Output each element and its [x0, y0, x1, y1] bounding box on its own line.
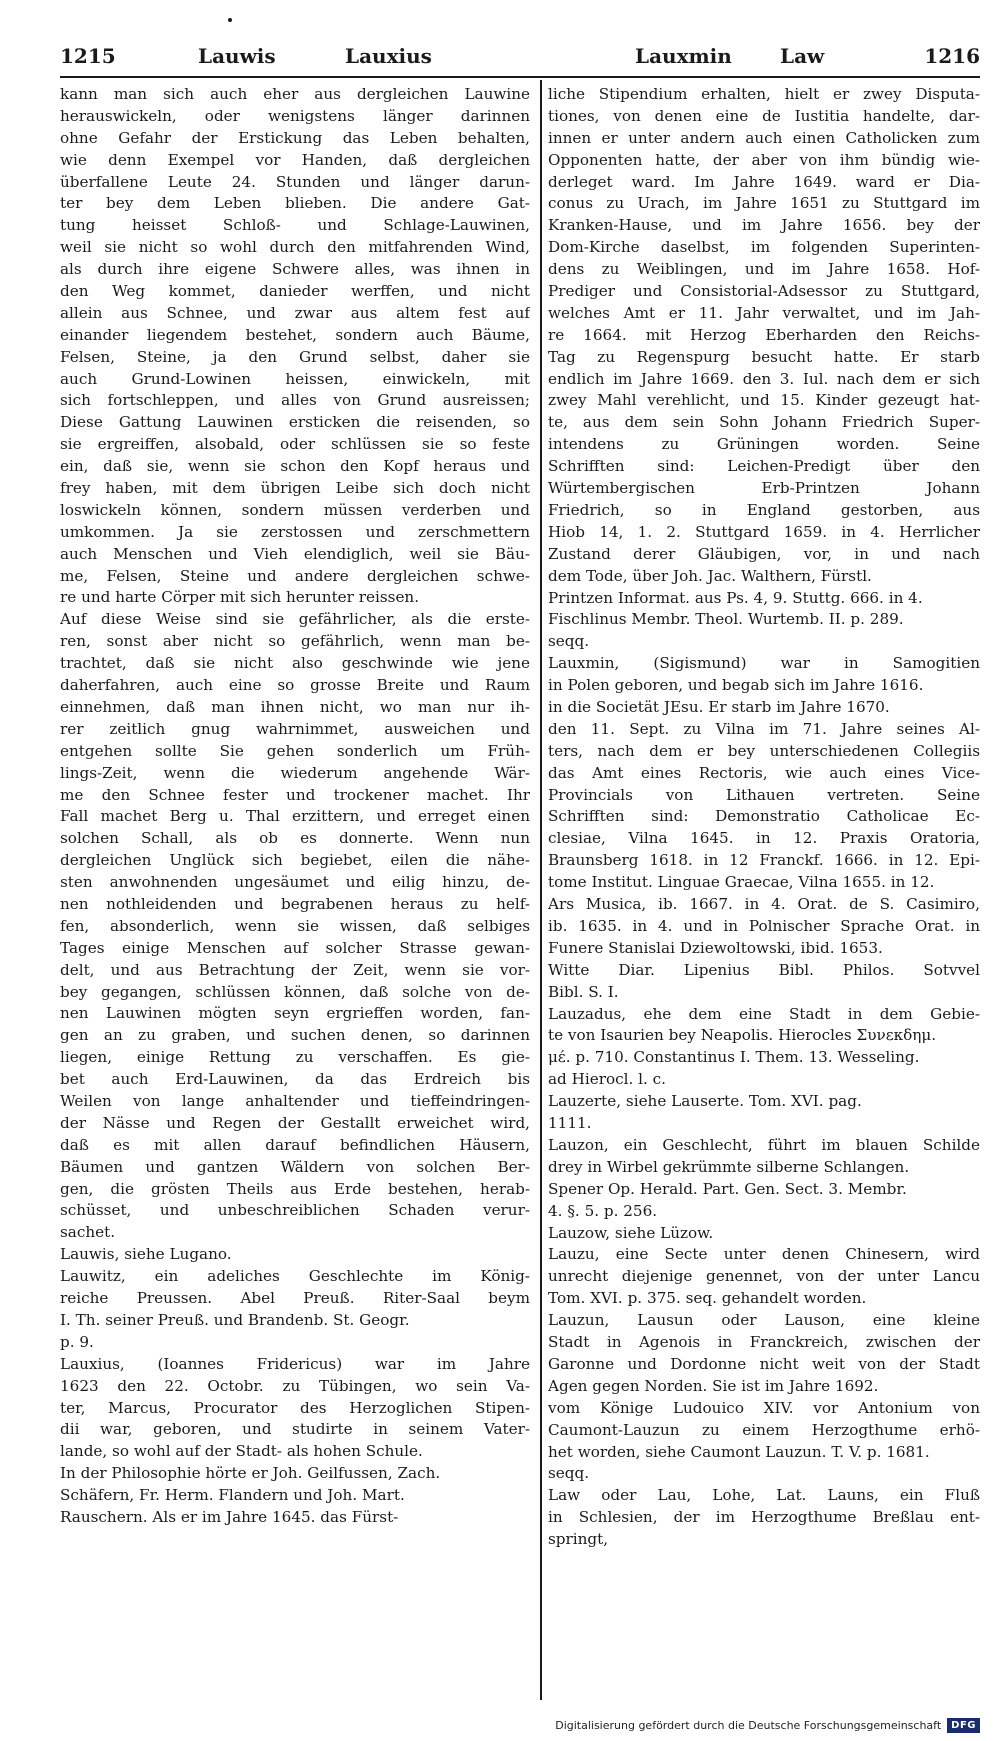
text-line: Tages einige Menschen auf solcher Strasse gewan-: [60, 938, 530, 957]
text-line: re und harte Cörper mit sich herunter reissen.: [60, 588, 420, 607]
text-line: dergleichen Unglück sich begiebet, eilen die nähe-: [60, 851, 530, 870]
text-line: sie ergreiffen, alsobald, oder schlüssen sie so feste: [60, 435, 530, 454]
text-line: umkommen. Ja sie zerstossen und zerschmettern: [60, 522, 530, 541]
text-line: drey in Wirbel gekrümmte silberne Schlangen.: [548, 1157, 910, 1176]
text-line: springt,: [548, 1530, 609, 1549]
text-line: bet auch Erd-Lauwinen, da das Erdreich bis: [60, 1070, 530, 1089]
text-line: Felsen, Steine, ja den Grund selbst, daher sie: [60, 347, 530, 366]
text-line: liegen, einige Rettung zu verschaffen. Es gie-: [60, 1048, 530, 1067]
text-line: Lauwis, siehe Lugano.: [60, 1245, 232, 1264]
text-line: Schäfern, Fr. Herm. Flandern und Joh. Mart.: [60, 1486, 405, 1505]
text-line: tome Institut. Linguae Graecae, Vilna 1655. in 12.: [548, 873, 935, 892]
text-line: Würtembergischen Erb-Printzen Johann: [548, 479, 980, 498]
text-line: reiche Preussen. Abel Preuß. Riter-Saal beym: [60, 1289, 530, 1308]
text-line: Schrifften sind: Demonstratio Catholicae Ec-: [548, 807, 980, 826]
text-line: solchen Schall, als ob es donnerte. Wenn nun: [60, 829, 530, 848]
text-line: te, aus dem sein Sohn Johann Friedrich Super-: [548, 413, 980, 432]
text-line: derleget ward. Im Jahre 1649. ward er Dia-: [548, 172, 980, 191]
text-line: me den Schnee fester und trockener machet. Ihr: [60, 785, 530, 804]
text-line: vom Könige Ludouico XIV. vor Antonium von: [548, 1398, 980, 1417]
left-column: [60, 84, 530, 1529]
text-line: innen er unter andern auch einen Catholicken zum: [548, 128, 980, 147]
text-line: sachet.: [60, 1223, 116, 1242]
page-number-right: 1216: [924, 44, 980, 68]
text-line: Spener Op. Herald. Part. Gen. Sect. 3. Membr.: [548, 1179, 907, 1198]
page-number-left: 1215: [60, 44, 116, 68]
text-line: überfallene Leute 24. Stunden und länger darun-: [60, 172, 530, 191]
text-line: dens zu Weiblingen, und im Jahre 1658. Hof-: [548, 260, 980, 279]
text-line: Fall machet Berg u. Thal erzittern, und erreget einen: [60, 807, 530, 826]
text-line: Dom-Kirche daselbst, im folgenden Superinten-: [548, 238, 980, 257]
text-line: Funere Stanislai Dziewoltowski, ibid. 1653.: [548, 938, 883, 957]
text-line: μέ. p. 710. Constantinus I. Them. 13. Wesseling.: [548, 1048, 920, 1067]
text-line: einander liegendem bestehet, sondern auch Bäume,: [60, 325, 530, 344]
text-line: Lauzun, Lausun oder Lauson, eine kleine: [548, 1311, 980, 1330]
text-line: Rauschern. Als er im Jahre 1645. das Fürst-: [60, 1508, 399, 1527]
text-line: in Schlesien, der im Herzogthume Breßlau ent-: [548, 1508, 980, 1527]
text-line: lande, so wohl auf der Stadt- als hohen Schule.: [60, 1442, 423, 1461]
text-line: Witte Diar. Lipenius Bibl. Philos. Sotvvel: [548, 960, 980, 979]
text-line: conus zu Urach, im Jahre 1651 zu Stuttgard im: [548, 194, 980, 213]
text-line: In der Philosophie hörte er Joh. Geilfussen, Zach.: [60, 1464, 441, 1483]
text-line: Garonne und Dordonne nicht weit von der Stadt: [548, 1354, 980, 1373]
text-line: me, Felsen, Steine und andere dergleichen schwe-: [60, 566, 530, 585]
text-line: ters, nach dem er bey unterschiedenen Collegiis: [548, 741, 980, 760]
ink-speck: [228, 18, 232, 22]
text-line: rer zeitlich gnug wahrnimmet, ausweichen und: [60, 719, 530, 738]
catchword-right-2: Law: [780, 44, 825, 68]
text-line: Tag zu Regenspurg besucht hatte. Er starb: [548, 347, 980, 366]
text-line: ein, daß sie, wenn sie schon den Kopf heraus und: [60, 457, 530, 476]
text-line: entgehen sollte Sie gehen sonderlich um Früh-: [60, 741, 530, 760]
text-line: loswickeln können, sondern müssen verderben und: [60, 500, 530, 519]
text-line: Kranken-Hause, und im Jahre 1656. bey der: [548, 216, 980, 235]
text-line: kann man sich auch eher aus dergleichen Lauwine: [60, 85, 530, 103]
text-line: sich fortschleppen, und alles von Grund ausreissen;: [60, 391, 530, 410]
text-line: Zustand derer Gläubigen, vor, in und nach: [548, 544, 980, 563]
text-line: als durch ihre eigene Schwere alles, was ihnen in: [60, 260, 530, 279]
text-line: der Nässe und Regen der Gestallt erweichet wird,: [60, 1113, 530, 1132]
text-line: einnehmen, daß man ihnen nicht, wo man nur ih-: [60, 697, 530, 716]
text-line: welches Amt er 11. Jahr verwaltet, und im Jah-: [548, 303, 980, 322]
text-line: gen, die grösten Theils aus Erde bestehen, herab-: [60, 1179, 530, 1198]
text-line: Lauxius, (Ioannes Fridericus) war im Jahre: [60, 1354, 530, 1373]
text-line: Lauzerte, siehe Lauserte. Tom. XVI. pag.: [548, 1092, 862, 1111]
text-line: p. 9.: [60, 1332, 94, 1351]
text-line: zwey Mahl verehlicht, und 15. Kinder gezeugt hat-: [548, 391, 980, 410]
column-divider: [540, 80, 542, 1700]
text-line: endlich im Jahre 1669. den 3. Iul. nach dem er sich: [548, 369, 980, 388]
text-line: clesiae, Vilna 1645. in 12. Praxis Oratoria,: [548, 829, 980, 848]
text-line: Bibl. S. I.: [548, 982, 619, 1001]
text-line: I. Th. seiner Preuß. und Brandenb. St. Geogr.: [60, 1310, 410, 1329]
catchword-left-2: Lauxius: [345, 44, 432, 68]
text-line: schüsset, und unbeschreiblichen Schaden verur-: [60, 1201, 530, 1220]
text-line: dii war, geboren, und studirte in seinem Vater-: [60, 1420, 530, 1439]
text-line: tiones, von denen eine de Iustitia handelte, dar-: [548, 106, 980, 125]
header-rule: [60, 76, 980, 78]
text-line: nen Lauwinen mögten seyn ergrieffen worden, fan-: [60, 1004, 530, 1023]
right-column: [548, 84, 980, 1551]
dfg-logo: DFG: [947, 1718, 980, 1733]
text-line: ib. 1635. in 4. und in Polnischer Sprache Orat. in: [548, 916, 980, 935]
text-line: Lauxmin, (Sigismund) war in Samogitien: [548, 654, 980, 673]
text-line: te von Isaurien bey Neapolis. Hierocles Συνεκδημ.: [548, 1026, 937, 1045]
text-line: gen an zu graben, und suchen denen, so darinnen: [60, 1026, 530, 1045]
text-line: seqq.: [548, 1464, 590, 1483]
text-line: trachtet, daß sie nicht also geschwinde wie jene: [60, 654, 530, 673]
text-line: Lauzow, siehe Lüzow.: [548, 1223, 714, 1242]
text-line: Auf diese Weise sind sie gefährlicher, als die erste-: [60, 610, 530, 629]
text-line: bey gegangen, schlüssen können, daß solche von de-: [60, 982, 530, 1001]
text-line: in die Societät JEsu. Er starb im Jahre 1670.: [548, 698, 890, 717]
text-line: dem Tode, über Joh. Jac. Walthern, Fürstl.: [548, 566, 872, 585]
text-line: Bäumen und gantzen Wäldern von solchen Ber-: [60, 1157, 530, 1176]
text-line: liche Stipendium erhalten, hielt er zwey Disputa-: [548, 85, 980, 103]
text-line: delt, und aus Betrachtung der Zeit, wenn sie vor-: [60, 960, 530, 979]
text-line: frey haben, mit dem übrigen Leibe sich doch nicht: [60, 479, 530, 498]
text-line: Law oder Lau, Lohe, Lat. Launs, ein Fluß: [548, 1486, 980, 1505]
text-line: ren, sonst aber nicht so gefährlich, wenn man be-: [60, 632, 530, 651]
text-line: herauswickeln, oder wenigstens länger darinnen: [60, 106, 530, 125]
text-line: het worden, siehe Caumont Lauzun. T. V. p. 1681.: [548, 1442, 930, 1461]
text-line: seqq.: [548, 632, 590, 651]
text-line: Fischlinus Membr. Theol. Wurtemb. II. p. 289.: [548, 610, 904, 629]
text-line: Prediger und Consistorial-Adsessor zu Stuttgard,: [548, 282, 980, 301]
text-line: auch Grund-Lowinen heissen, einwickeln, mit: [60, 369, 530, 388]
text-line: wie denn Exempel vor Handen, daß dergleichen: [60, 150, 530, 169]
text-line: ohne Gefahr der Erstickung das Leben behalten,: [60, 128, 530, 147]
text-line: in Polen geboren, und begab sich im Jahre 1616.: [548, 676, 924, 695]
text-line: unrecht diejenige genennet, von der unter Lancu: [548, 1267, 980, 1286]
text-line: fen, absonderlich, wenn sie wissen, daß selbiges: [60, 916, 530, 935]
text-line: den Weg kommet, danieder werffen, und nicht: [60, 282, 530, 301]
text-line: weil sie nicht so wohl durch den mitfahrenden Wind,: [60, 238, 530, 257]
text-line: Lauzon, ein Geschlecht, führt im blauen Schilde: [548, 1135, 980, 1154]
text-line: Braunsberg 1618. in 12 Franckf. 1666. in 12. Epi-: [548, 851, 980, 870]
text-line: Provincials von Lithauen vertreten. Seine: [548, 785, 980, 804]
text-line: 1111.: [548, 1114, 592, 1133]
footer-text: Digitalisierung gefördert durch die Deutsche Forschungsgemeinschaft: [555, 1719, 942, 1732]
text-line: daß es mit allen darauf befindlichen Häusern,: [60, 1135, 530, 1154]
footer: [555, 1718, 980, 1733]
text-line: Lauzadus, ehe dem eine Stadt in dem Gebie-: [548, 1004, 980, 1023]
text-line: ter bey dem Leben blieben. Die andere Gat-: [60, 194, 530, 213]
text-line: Lauwitz, ein adeliches Geschlechte im König-: [60, 1267, 530, 1286]
text-line: Weilen von lange anhaltender und tieffeindringen-: [60, 1091, 530, 1110]
text-line: Schrifften sind: Leichen-Predigt über den: [548, 457, 980, 476]
text-line: intendens zu Grüningen worden. Seine: [548, 435, 980, 454]
text-line: re 1664. mit Herzog Eberharden den Reichs-: [548, 325, 980, 344]
text-line: Opponenten hatte, der aber von ihm bündig wie-: [548, 150, 980, 169]
text-line: Stadt in Agenois in Franckreich, zwischen der: [548, 1333, 980, 1352]
text-line: sten anwohnenden ungesäumet und eilig hinzu, de-: [60, 873, 530, 892]
text-line: allein aus Schnee, und zwar aus altem fest auf: [60, 303, 530, 322]
text-line: 4. §. 5. p. 256.: [548, 1201, 658, 1220]
text-line: auch Menschen und Vieh elendiglich, weil sie Bäu-: [60, 544, 530, 563]
text-line: Diese Gattung Lauwinen ersticken die reisenden, so: [60, 413, 530, 432]
text-line: das Amt eines Rectoris, wie auch eines Vice-: [548, 763, 980, 782]
text-line: Tom. XVI. p. 375. seq. gehandelt worden.: [548, 1289, 867, 1308]
text-line: ter, Marcus, Procurator des Herzoglichen Stipen-: [60, 1398, 530, 1417]
text-line: lings-Zeit, wenn die wiederum angehende Wär-: [60, 763, 530, 782]
text-line: Printzen Informat. aus Ps. 4, 9. Stuttg. 666. in 4.: [548, 588, 923, 607]
text-line: Friedrich, so in England gestorben, aus: [548, 500, 980, 519]
text-line: Caumont-Lauzun zu einem Herzogthume erhö-: [548, 1420, 980, 1439]
text-line: Agen gegen Norden. Sie ist im Jahre 1692.: [548, 1376, 879, 1395]
text-line: 1623 den 22. Octobr. zu Tübingen, wo sein Va-: [60, 1376, 530, 1395]
text-line: den 11. Sept. zu Vilna im 71. Jahre seines Al-: [548, 719, 980, 738]
text-line: Hiob 14, 1. 2. Stuttgard 1659. in 4. Herrlicher: [548, 522, 980, 541]
text-line: daherfahren, auch eine so grosse Breite und Raum: [60, 676, 530, 695]
text-line: Ars Musica, ib. 1667. in 4. Orat. de S. Casimiro,: [548, 895, 980, 914]
text-line: ad Hierocl. l. c.: [548, 1070, 666, 1089]
text-line: tung heisset Schloß- und Schlage-Lauwinen,: [60, 216, 530, 235]
catchword-right-1: Lauxmin: [635, 44, 732, 68]
catchword-left-1: Lauwis: [198, 44, 276, 68]
text-line: Lauzu, eine Secte unter denen Chinesern, wird: [548, 1245, 980, 1264]
text-line: nen nothleidenden und begrabenen heraus zu helf-: [60, 894, 530, 913]
page-header: [60, 40, 980, 74]
